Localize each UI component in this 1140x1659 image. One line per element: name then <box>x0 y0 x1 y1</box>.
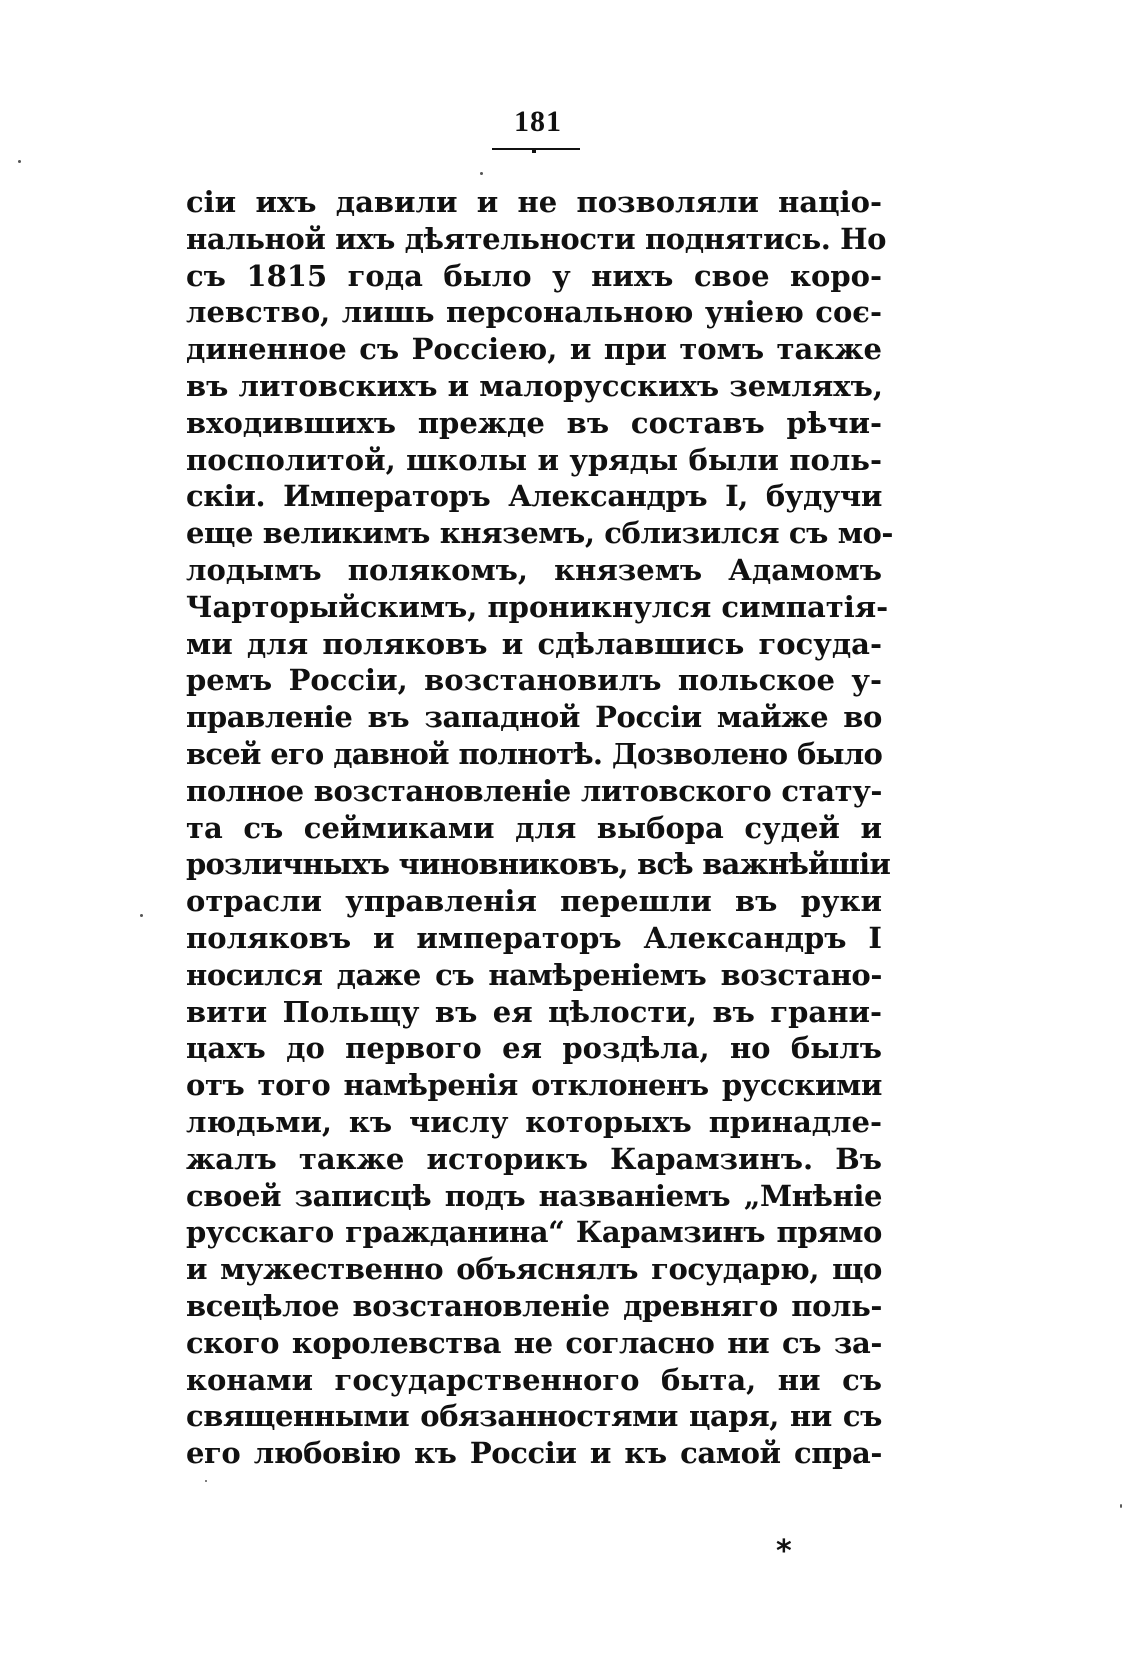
text-line: отрасли управленія перешли въ руки <box>186 884 882 919</box>
text-line: священными обязанностями царя, ни съ <box>186 1399 882 1434</box>
page-number: 181 <box>514 105 562 138</box>
text-line: посполитой, школы и уряды были поль- <box>186 442 882 477</box>
text-line: та съ сеймиками для выбора судей и <box>186 810 882 845</box>
text-line: его любовію къ Россіи и къ самой спра- <box>186 1436 882 1471</box>
text-line: скіи. Императоръ Александръ I, будучи <box>186 479 882 514</box>
text-line: лодымъ полякомъ, княземъ Адамомъ <box>186 552 882 587</box>
text-line: ми для поляковъ и сдѣлавшись госуда- <box>186 626 882 661</box>
signature-mark: * <box>776 1534 792 1569</box>
text-line: нальной ихъ дѣятельности поднятись. Но <box>186 221 887 256</box>
page-number-rule-tick <box>532 148 536 153</box>
scan-speck <box>480 172 483 175</box>
text-line: диненное съ Россіею, и при томъ также <box>186 332 882 367</box>
text-line: съ 1815 года было у нихъ свое коро- <box>186 258 882 293</box>
text-line: еще великимъ княземъ, сблизился съ мо- <box>186 516 894 551</box>
text-line: и мужественно объяснялъ государю, що <box>186 1252 882 1287</box>
text-line: ремъ Россіи, возстановилъ польское у- <box>186 663 882 698</box>
text-line: отъ того намѣренія отклоненъ русскими <box>186 1068 882 1103</box>
scan-speck <box>18 160 21 163</box>
text-line: левство, лишь персональною уніею соє- <box>186 295 882 330</box>
text-line: всецѣлое возстановленіе древняго поль- <box>186 1288 882 1323</box>
text-line: носился даже съ намѣреніемъ возстано- <box>186 957 882 992</box>
text-line: всей его давной полнотѣ. Дозволено было <box>186 736 882 771</box>
text-line: полное возстановленіе литовского стату- <box>186 773 882 808</box>
text-line: правленіе въ западной Россіи майже во <box>186 700 882 735</box>
text-line: людьми, къ числу которыхъ принадле- <box>186 1104 882 1139</box>
text-line: конами государственного быта, ни съ <box>186 1362 882 1397</box>
text-line: розличныхъ чиновниковъ, всѣ важнѣйшіи <box>186 847 891 882</box>
page-number-rule <box>492 148 580 150</box>
text-line: сіи ихъ давили и не позволяли націо- <box>186 185 882 219</box>
scan-speck <box>140 914 143 917</box>
scan-speck <box>1120 1504 1122 1508</box>
text-line: вити Польщу въ ея цѣлости, въ грани- <box>186 994 882 1029</box>
text-line: въ литовскихъ и малорусскихъ земляхъ, <box>186 368 883 403</box>
text-line: Чарторыйскимъ, проникнулся симпатія- <box>186 589 889 624</box>
scan-speck <box>205 1480 207 1482</box>
text-line: цахъ до первого ея роздѣла, но былъ <box>186 1031 882 1066</box>
text-line: входившихъ прежде въ составъ рѣчи- <box>186 405 882 440</box>
text-line: жалъ также историкъ Карамзинъ. Въ <box>186 1141 882 1176</box>
text-line: ского королевства не согласно ни съ за- <box>186 1325 882 1360</box>
text-line: своей записцѣ подъ названіемъ „Мнѣніе <box>186 1178 882 1213</box>
body-text <box>186 184 894 1472</box>
text-line: русскаго гражданина“ Карамзинъ прямо <box>186 1215 882 1250</box>
text-line: поляковъ и императоръ Александръ I <box>186 920 882 955</box>
